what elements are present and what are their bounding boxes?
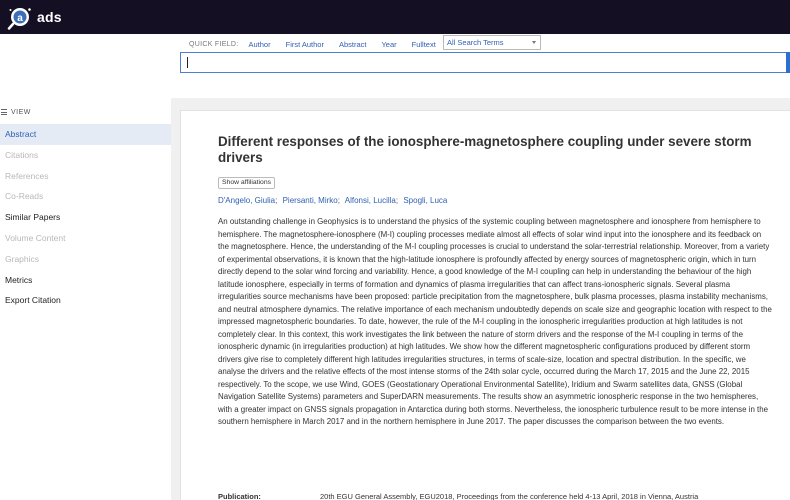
search-terms-select-value: All Search Terms [447,38,504,47]
view-label: VIEW [11,108,31,116]
publication-value: 20th EGU General Assembly, EGU2018, Proceedings from the conference held 4-13 April, 2018 in Vienna, Austria [320,492,699,500]
search-input[interactable] [181,54,787,73]
sidebar-item-abstract[interactable]: Abstract [0,124,171,145]
publication-label: Publication: [218,492,261,500]
sidebar-item-export-citation[interactable]: Export Citation [5,295,61,306]
search-box[interactable] [180,52,788,73]
view-header [0,104,171,120]
top-nav-bar [0,0,790,34]
search-terms-select[interactable] [443,35,541,50]
brand-name[interactable]: ads [37,9,62,25]
author-link[interactable]: Piersanti, Mirko [282,196,338,205]
sidebar-item-citations: Citations [5,149,39,160]
author-list: D'Angelo, Giulia; Piersanti, Mirko; Alfonsi, Lucilla; Spogli, Luca [218,196,448,205]
search-button[interactable] [786,52,790,73]
view-nav [0,124,171,311]
sidebar-item-co-reads: Co-Reads [5,191,44,202]
quick-field-first-author[interactable]: First Author [285,39,324,49]
sidebar-item-volume-content: Volume Content [5,232,66,243]
quick-field-bar [189,38,504,50]
author-link[interactable]: D'Angelo, Giulia [218,196,276,205]
quick-field-author[interactable]: Author [248,39,271,49]
quick-field-abstract[interactable]: Abstract [338,39,367,49]
menu-icon [1,109,7,115]
sidebar-item-references: References [5,170,49,181]
show-affiliations-button[interactable]: Show affiliations [218,177,275,189]
text-cursor [187,57,188,68]
chevron-down-icon [532,41,536,44]
quick-field-year[interactable]: Year [381,39,397,49]
svg-text:a: a [17,13,23,24]
quick-field-fulltext[interactable]: Fulltext [411,39,436,49]
sidebar-item-similar-papers[interactable]: Similar Papers [5,212,61,223]
ads-logo-icon[interactable] [7,6,33,30]
abstract-text: An outstanding challenge in Geophysics is to understand the physics of the systemic coupling between magnetosphere and ionosphere from hemisphere to hemisphere. The magnetosphere-ionosphere (M-I) coupling processes mediate almost all effects of solar wind input into the ionosphere and its feedback on the magnetosphere. Hence, the understanding of the M-I coupling processes is crucial to understand the solar-terrestrial relationship. Moreover, from a variety of experimental observations, it is known that the high-latitude ionosphere is profoundly affected by energy sources of magnetospheric origin, which in turn directly depend to the solar wind forcing and variability. Hence, a good knowledge of the M-I coupling can help in understanding the behaviour of the high latitude ionosphere, especially in terms of formation and dynamics of plasma irregularities that can affect trans-ionospheric signals. Several plasma irregularities source mechanisms have been proposed: particle precipitation from the magnetosphere, bulk plasma processes, plasma instability mechanisms, and neutral atmosphere dynamics. The relative importance of each mechanism undoubtedly depends on scale size and geographic location with respect to the impressed magnetospheric boundaries. To date, however, the rule of the M-I coupling in the ionospheric irregularities production at high latitudes is not completely clear. In this context, this work investigates the link between the nature of storm drivers and the response of the M-I coupling in terms of the ionospheric dynamic (in irregularities production) at high latitudes. We show how the different magnetospheric configurations produced by different storm drivers give rise to completely different high latitudes irregularities structures, in terms of scale-size, location and spectral distribution. In the specific, we analyse the drivers and the relative effects of the most intense storms of the 24th solar cycle, occurred during the March 17, 2015 and the June 22, 2015 respectively. To the scope, we use Wind, GOES (Geostationary Operational Environmental Satellite), Iridium and Swarm satellites data, GNSS (Global Navigation Satellite Systems) parameters and SuperDARN measurements. The results show an asymmetric ionospheric response in the two hemispheres, with a greater impact on GNSS signals propagation in Antarctica during both storms. Nevertheless, the ionospheric turbulence result to be more intense in the southern hemisphere in March 2017 and in the northern hemisphere in June 2017. The paper discusses the comparison between the two events. [218,217,772,426]
view-sidebar [0,104,171,311]
publication-row [218,492,788,500]
article-title: Different responses of the ionosphere-magnetosphere coupling under severe storm drivers [218,134,752,165]
sidebar-item-graphics: Graphics [5,253,40,264]
author-link[interactable]: Spogli, Luca [403,196,448,205]
quick-field-label: QUICK FIELD: [189,40,239,48]
sidebar-item-metrics[interactable]: Metrics [5,274,33,285]
author-link[interactable]: Alfonsi, Lucilla [344,196,396,205]
